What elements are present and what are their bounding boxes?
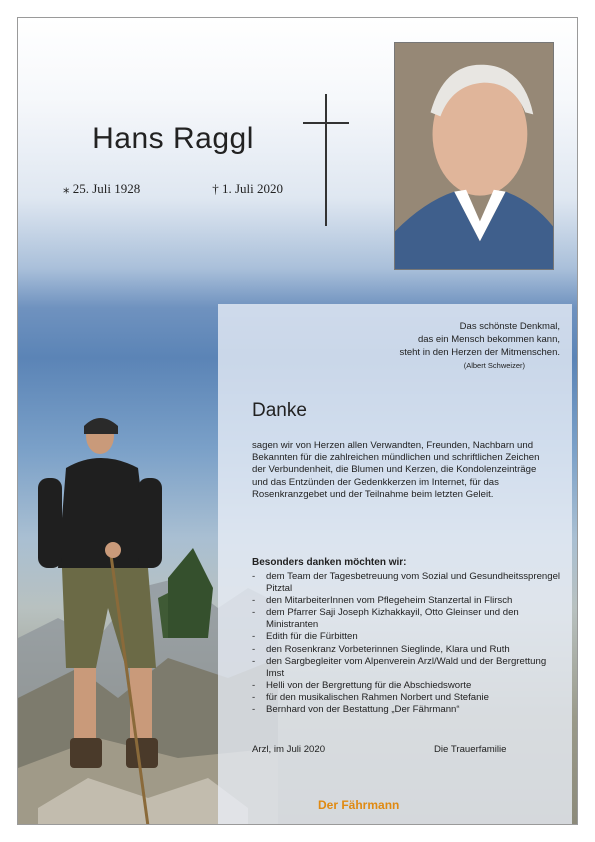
birth-date: ⁎ 25. Juli 1928 (63, 181, 141, 196)
list-item: - für den musikalischen Rahmen Norbert und Stefanie (252, 692, 562, 704)
list-item: - den Rosenkranz Vorbeterinnen Sieglinde, Klara und Ruth (252, 644, 562, 656)
quote-line: das ein Mensch bekommen kann, (417, 334, 560, 345)
death-date: † 1. Juli 2020 (212, 181, 283, 196)
danke-heading: Danke (252, 400, 307, 421)
list-item: - Helli von der Bergrettung für die Abschiedsworte (252, 680, 562, 692)
thanks-list (252, 571, 562, 716)
list-item: - Bernhard von der Bestattung „Der Fährmann“ (252, 704, 562, 716)
portrait-photo (394, 42, 554, 270)
list-item: - den MitarbeiterInnen vom Pflegeheim Stanzertal in Flirsch (252, 595, 562, 607)
quote (260, 320, 560, 372)
quote-author: (Albert Schweizer) (463, 361, 525, 370)
list-item: - dem Team der Tagesbetreuung vom Sozial und Gesundheitssprengel Pitztal (252, 571, 562, 595)
danke-text: sagen wir von Herzen allen Verwandten, Freunden, Nachbarn und Bekannten für die zahlreichen mündlichen und schriftlichen Zeichen der Verbundenheit, die Blumen und Kerzen, die Kondolenzeinträge und das Entzünden der Gedenkkerzen im Internet, für das Rosenkranzgebet und der Teilnahme beim letzten Geleit. (252, 440, 540, 500)
cross-icon-bar (303, 122, 349, 124)
obituary-card (17, 17, 578, 825)
signature: Die Trauerfamilie (434, 744, 507, 755)
life-dates (63, 181, 283, 197)
list-item: - dem Pfarrer Saji Joseph Kizhakkayil, Otto Gleinser und den Ministranten (252, 607, 562, 631)
list-item: - den Sargbegleiter vom Alpenverein Arzl/Wald und der Bergrettung Imst (252, 656, 562, 680)
text-panel (218, 304, 572, 824)
deceased-name: Hans Raggl (92, 122, 254, 155)
list-item: - Edith für die Fürbitten (252, 631, 562, 643)
quote-line: steht in den Herzen der Mitmenschen. (399, 347, 560, 358)
thanks-heading: Besonders danken möchten wir: (252, 557, 407, 568)
cross-icon (325, 94, 327, 226)
place-date: Arzl, im Juli 2020 (252, 744, 326, 755)
funeral-home-logo: Der Fährmann (318, 798, 400, 812)
quote-line: Das schönste Denkmal, (459, 321, 560, 332)
